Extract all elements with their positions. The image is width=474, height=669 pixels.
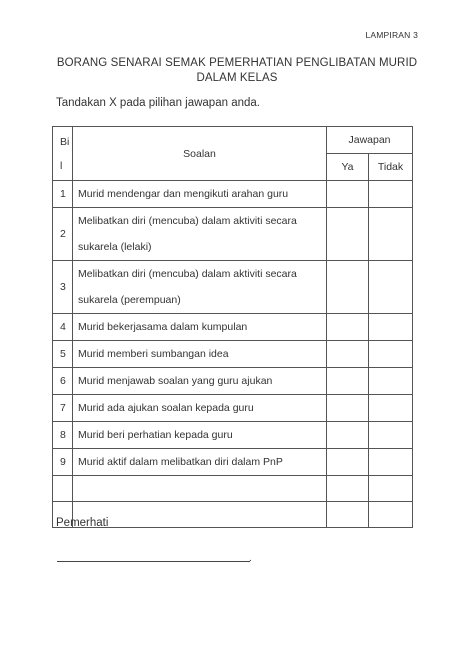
row-question	[73, 261, 327, 314]
answer-ya-cell[interactable]	[327, 422, 369, 449]
empty-question-cell	[73, 476, 327, 502]
row-question: Murid mendengar dan mengikuti arahan guru	[73, 181, 327, 208]
row-number: 1	[53, 181, 73, 208]
answer-ya-cell[interactable]	[327, 395, 369, 422]
table-row	[53, 368, 413, 395]
row-question: Murid aktif dalam melibatkan diri dalam PnP	[73, 449, 327, 476]
header-ya: Ya	[327, 154, 369, 181]
answer-tidak-cell[interactable]	[369, 341, 413, 368]
answer-ya-cell[interactable]	[327, 208, 369, 261]
answer-ya-cell[interactable]	[327, 368, 369, 395]
row-number: 3	[53, 261, 73, 314]
answer-tidak-cell[interactable]	[369, 502, 413, 528]
answer-tidak-cell[interactable]	[369, 261, 413, 314]
form-title	[40, 56, 434, 86]
table-row	[53, 449, 413, 476]
answer-tidak-cell[interactable]	[369, 476, 413, 502]
row-question-line-2: sukarela (perempuan)	[78, 294, 181, 306]
header-bil-top: Bi	[60, 135, 70, 148]
empty-number-cell	[53, 476, 73, 502]
answer-tidak-cell[interactable]	[369, 422, 413, 449]
answer-tidak-cell[interactable]	[369, 368, 413, 395]
signature-line[interactable]	[57, 561, 250, 562]
table-row	[53, 208, 413, 261]
header-jawapan: Jawapan	[327, 127, 413, 154]
row-number: 8	[53, 422, 73, 449]
row-number: 6	[53, 368, 73, 395]
row-question: Murid memberi sumbangan idea	[73, 341, 327, 368]
signature-dot: .	[249, 553, 252, 564]
row-number: 7	[53, 395, 73, 422]
answer-ya-cell[interactable]	[327, 341, 369, 368]
instruction-text: Tandakan X pada pilihan jawapan anda.	[56, 97, 260, 109]
title-line-1: BORANG SENARAI SEMAK PEMERHATIAN PENGLIBATAN MURID	[56, 57, 418, 69]
answer-tidak-cell[interactable]	[369, 314, 413, 341]
table-row	[53, 341, 413, 368]
answer-ya-cell[interactable]	[327, 502, 369, 528]
row-number: 9	[53, 449, 73, 476]
answer-ya-cell[interactable]	[327, 314, 369, 341]
appendix-label: LAMPIRAN 3	[365, 30, 418, 40]
row-question-line-1: Melibatkan diri (mencuba) dalam aktiviti secara	[78, 215, 297, 227]
table-row-empty	[53, 476, 413, 502]
answer-tidak-cell[interactable]	[369, 181, 413, 208]
header-bil	[53, 127, 73, 181]
header-bil-bottom: l	[60, 159, 63, 172]
header-soalan: Soalan	[73, 127, 327, 181]
title-line-2: DALAM KELAS	[196, 72, 278, 84]
row-question	[73, 208, 327, 261]
row-number: 5	[53, 341, 73, 368]
table-header-row	[53, 127, 413, 154]
observer-label: Pemerhati	[56, 517, 109, 529]
table-row	[53, 314, 413, 341]
answer-ya-cell[interactable]	[327, 261, 369, 314]
table-row	[53, 395, 413, 422]
header-tidak: Tidak	[369, 154, 413, 181]
answer-tidak-cell[interactable]	[369, 208, 413, 261]
answer-tidak-cell[interactable]	[369, 449, 413, 476]
empty-question-cell	[73, 502, 327, 528]
table-row	[53, 422, 413, 449]
row-question: Murid beri perhatian kepada guru	[73, 422, 327, 449]
row-question: Murid menjawab soalan yang guru ajukan	[73, 368, 327, 395]
row-question-line-2: sukarela (lelaki)	[78, 241, 152, 253]
row-question-line-1: Melibatkan diri (mencuba) dalam aktiviti secara	[78, 268, 297, 280]
row-question: Murid bekerjasama dalam kumpulan	[73, 314, 327, 341]
table-row	[53, 181, 413, 208]
row-number: 2	[53, 208, 73, 261]
checklist-table	[52, 126, 413, 528]
answer-ya-cell[interactable]	[327, 449, 369, 476]
row-number: 4	[53, 314, 73, 341]
answer-tidak-cell[interactable]	[369, 395, 413, 422]
row-question: Murid ada ajukan soalan kepada guru	[73, 395, 327, 422]
answer-ya-cell[interactable]	[327, 476, 369, 502]
table-row	[53, 261, 413, 314]
answer-ya-cell[interactable]	[327, 181, 369, 208]
